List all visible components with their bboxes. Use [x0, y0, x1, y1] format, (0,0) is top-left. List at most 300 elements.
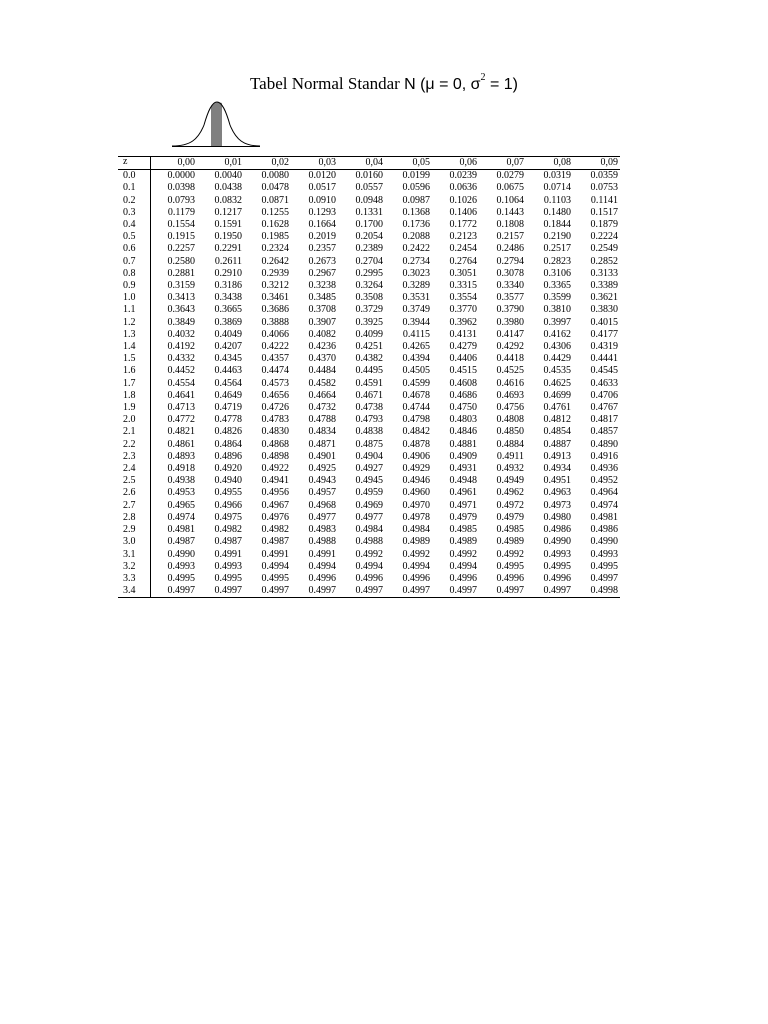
- z-value-cell: 2.2: [118, 439, 150, 451]
- probability-cell: 0.1179: [167, 206, 195, 218]
- probability-cell: 0.4535: [543, 365, 571, 377]
- probability-cell: 0.3365: [543, 280, 571, 292]
- probability-cell: 0.4699: [543, 389, 571, 401]
- probability-cell: 0.4982: [261, 524, 289, 536]
- probability-cell: 0.4616: [496, 377, 524, 389]
- table-row: [118, 268, 620, 280]
- probability-cell: 0.4817: [590, 414, 618, 426]
- probability-cell: 0.4993: [543, 548, 571, 560]
- probability-cell: 0.4993: [590, 548, 618, 560]
- probability-cell: 0.4916: [590, 450, 618, 462]
- probability-cell: 0.2764: [449, 255, 477, 267]
- probability-cell: 0.4986: [590, 524, 618, 536]
- probability-cell: 0.1985: [261, 231, 289, 243]
- z-value-cell: 2.9: [118, 524, 150, 536]
- shaded-area: [211, 102, 222, 146]
- probability-cell: 0.4997: [385, 585, 432, 598]
- probability-cell: 0.3438: [214, 292, 242, 304]
- z-value-cell: 2.5: [118, 475, 150, 487]
- probability-cell: 0.4989: [496, 536, 524, 548]
- probability-cell: 0.4995: [167, 572, 195, 584]
- probability-cell: 0.3078: [496, 267, 524, 279]
- probability-cell: 0.4981: [590, 511, 618, 523]
- probability-cell: 0.4761: [543, 402, 571, 414]
- table-row: [118, 170, 620, 183]
- probability-cell: 0.4911: [496, 450, 524, 462]
- probability-cell: 0.4994: [402, 560, 430, 572]
- probability-cell: 0.1808: [496, 219, 524, 231]
- probability-cell: 0.3023: [402, 267, 430, 279]
- z-value-cell: 1.5: [118, 353, 150, 365]
- z-value-cell: 2.1: [118, 426, 150, 438]
- probability-cell: 0.4959: [355, 487, 383, 499]
- table-row: [118, 365, 620, 377]
- probability-cell: 0.4798: [402, 414, 430, 426]
- probability-cell: 0.4904: [355, 450, 383, 462]
- probability-cell: 0.3106: [543, 267, 571, 279]
- probability-cell: 0.4864: [214, 438, 242, 450]
- table-row: [118, 304, 620, 316]
- probability-cell: 0.4147: [496, 328, 524, 340]
- z-column-header: z: [118, 157, 150, 170]
- table-row: [118, 573, 620, 585]
- col-header: 0,08: [526, 157, 573, 170]
- probability-cell: 0.4812: [543, 414, 571, 426]
- probability-cell: 0.1443: [496, 206, 524, 218]
- z-value-cell: 0.5: [118, 231, 150, 243]
- probability-cell: 0.1772: [449, 219, 477, 231]
- z-value-cell: 2.6: [118, 487, 150, 499]
- probability-cell: 0.4641: [167, 389, 195, 401]
- probability-cell: 0.2019: [308, 231, 336, 243]
- probability-cell: 0.2357: [308, 243, 336, 255]
- probability-cell: 0.4963: [543, 487, 571, 499]
- probability-cell: 0.3869: [214, 316, 242, 328]
- probability-cell: 0.4913: [543, 450, 571, 462]
- probability-cell: 0.4956: [261, 487, 289, 499]
- probability-cell: 0.4961: [449, 487, 477, 499]
- table-row: [118, 292, 620, 304]
- probability-cell: 0.4279: [449, 341, 477, 353]
- probability-cell: 0.0120: [308, 170, 336, 182]
- probability-cell: 0.4463: [214, 365, 242, 377]
- probability-cell: 0.1293: [308, 206, 336, 218]
- probability-cell: 0.4591: [355, 377, 383, 389]
- probability-cell: 0.4573: [261, 377, 289, 389]
- probability-cell: 0.4955: [214, 487, 242, 499]
- probability-cell: 0.3051: [449, 267, 477, 279]
- probability-cell: 0.0239: [449, 170, 477, 182]
- probability-cell: 0.4990: [590, 536, 618, 548]
- probability-cell: 0.0557: [355, 182, 383, 194]
- probability-cell: 0.4936: [590, 463, 618, 475]
- probability-cell: 0.4995: [496, 560, 524, 572]
- table-body: [118, 170, 620, 598]
- probability-cell: 0.2389: [355, 243, 383, 255]
- probability-cell: 0.4732: [308, 402, 336, 414]
- probability-cell: 0.0359: [590, 170, 618, 182]
- probability-cell: 0.4495: [355, 365, 383, 377]
- probability-cell: 0.4997: [150, 585, 197, 598]
- probability-cell: 0.4599: [402, 377, 430, 389]
- probability-cell: 0.3749: [402, 304, 430, 316]
- normal-curve-shaded-icon: [170, 97, 262, 149]
- z-value-cell: 0.3: [118, 207, 150, 219]
- col-header: 0,04: [338, 157, 385, 170]
- probability-cell: 0.0478: [261, 182, 289, 194]
- probability-cell: 0.0793: [167, 194, 195, 206]
- probability-cell: 0.4706: [590, 389, 618, 401]
- probability-cell: 0.2967: [308, 267, 336, 279]
- table-row: [118, 378, 620, 390]
- probability-cell: 0.1026: [449, 194, 477, 206]
- z-value-cell: 3.4: [118, 585, 150, 598]
- probability-cell: 0.4996: [402, 572, 430, 584]
- probability-cell: 0.4968: [308, 499, 336, 511]
- probability-cell: 0.3830: [590, 304, 618, 316]
- probability-cell: 0.2123: [449, 231, 477, 243]
- probability-cell: 0.4980: [543, 511, 571, 523]
- probability-cell: 0.2823: [543, 255, 571, 267]
- probability-cell: 0.4177: [590, 328, 618, 340]
- probability-cell: 0.3708: [308, 304, 336, 316]
- probability-cell: 0.3289: [402, 280, 430, 292]
- z-value-cell: 1.2: [118, 317, 150, 329]
- probability-cell: 0.4979: [496, 511, 524, 523]
- probability-cell: 0.3849: [167, 316, 195, 328]
- probability-cell: 0.2642: [261, 255, 289, 267]
- probability-cell: 0.4726: [261, 402, 289, 414]
- probability-cell: 0.4990: [543, 536, 571, 548]
- probability-cell: 0.4878: [402, 438, 430, 450]
- probability-cell: 0.4032: [167, 328, 195, 340]
- z-value-cell: 0.4: [118, 219, 150, 231]
- probability-cell: 0.4719: [214, 402, 242, 414]
- z-value-cell: 0.1: [118, 182, 150, 194]
- probability-cell: 0.4854: [543, 426, 571, 438]
- probability-cell: 0.4940: [214, 475, 242, 487]
- probability-cell: 0.0319: [543, 170, 571, 182]
- probability-cell: 0.4978: [402, 511, 430, 523]
- probability-cell: 0.3980: [496, 316, 524, 328]
- probability-cell: 0.4987: [167, 536, 195, 548]
- probability-cell: 0.4997: [197, 585, 244, 598]
- probability-cell: 0.4966: [214, 499, 242, 511]
- probability-cell: 0.4985: [496, 524, 524, 536]
- probability-cell: 0.4989: [402, 536, 430, 548]
- probability-cell: 0.2995: [355, 267, 383, 279]
- probability-cell: 0.4656: [261, 389, 289, 401]
- probability-cell: 0.2224: [590, 231, 618, 243]
- col-header: 0,06: [432, 157, 479, 170]
- probability-cell: 0.2190: [543, 231, 571, 243]
- col-header: 0,07: [479, 157, 526, 170]
- probability-cell: 0.4608: [449, 377, 477, 389]
- probability-cell: 0.4998: [573, 585, 620, 598]
- probability-cell: 0.2939: [261, 267, 289, 279]
- probability-cell: 0.4830: [261, 426, 289, 438]
- probability-cell: 0.3508: [355, 292, 383, 304]
- probability-cell: 0.4906: [402, 450, 430, 462]
- z-value-cell: 2.3: [118, 451, 150, 463]
- probability-cell: 0.0636: [449, 182, 477, 194]
- probability-cell: 0.1915: [167, 231, 195, 243]
- probability-cell: 0.4898: [261, 450, 289, 462]
- z-table: [118, 156, 620, 598]
- probability-cell: 0.4969: [355, 499, 383, 511]
- probability-cell: 0.4995: [214, 572, 242, 584]
- probability-cell: 0.1950: [214, 231, 242, 243]
- probability-cell: 0.4418: [496, 353, 524, 365]
- z-value-cell: 3.3: [118, 573, 150, 585]
- col-header: 0,03: [291, 157, 338, 170]
- table-row: [118, 402, 620, 414]
- probability-cell: 0.1736: [402, 219, 430, 231]
- table-row: [118, 500, 620, 512]
- probability-cell: 0.1103: [543, 194, 571, 206]
- probability-cell: 0.0832: [214, 194, 242, 206]
- probability-cell: 0.3577: [496, 292, 524, 304]
- probability-cell: 0.0398: [167, 182, 195, 194]
- probability-cell: 0.1331: [355, 206, 383, 218]
- probability-cell: 0.4896: [214, 450, 242, 462]
- probability-cell: 0.4394: [402, 353, 430, 365]
- probability-cell: 0.2486: [496, 243, 524, 255]
- probability-cell: 0.4015: [590, 316, 618, 328]
- col-header: 0,05: [385, 157, 432, 170]
- title-superscript: 2: [480, 72, 486, 84]
- probability-cell: 0.4345: [214, 353, 242, 365]
- probability-cell: 0.4909: [449, 450, 477, 462]
- z-value-cell: 3.1: [118, 549, 150, 561]
- probability-cell: 0.0040: [214, 170, 242, 182]
- title-serif-part: Tabel Normal Standar: [249, 74, 400, 93]
- table-row: [118, 182, 620, 194]
- probability-cell: 0.4960: [402, 487, 430, 499]
- probability-cell: 0.1141: [590, 194, 618, 206]
- probability-cell: 0.1844: [543, 219, 571, 231]
- probability-cell: 0.4953: [167, 487, 195, 499]
- z-value-cell: 2.0: [118, 414, 150, 426]
- probability-cell: 0.3643: [167, 304, 195, 316]
- probability-cell: 0.4082: [308, 328, 336, 340]
- probability-cell: 0.4861: [167, 438, 195, 450]
- probability-cell: 0.4952: [590, 475, 618, 487]
- probability-cell: 0.2580: [167, 255, 195, 267]
- table-row: [118, 207, 620, 219]
- probability-cell: 0.4871: [308, 438, 336, 450]
- probability-cell: 0.3665: [214, 304, 242, 316]
- probability-cell: 0.3159: [167, 280, 195, 292]
- probability-cell: 0.4997: [244, 585, 291, 598]
- probability-cell: 0.4984: [355, 524, 383, 536]
- probability-cell: 0.4738: [355, 402, 383, 414]
- probability-cell: 0.4992: [449, 548, 477, 560]
- probability-cell: 0.4992: [355, 548, 383, 560]
- probability-cell: 0.4099: [355, 328, 383, 340]
- probability-cell: 0.4997: [432, 585, 479, 598]
- probability-cell: 0.3340: [496, 280, 524, 292]
- table-row: [118, 426, 620, 438]
- probability-cell: 0.3621: [590, 292, 618, 304]
- probability-cell: 0.4984: [402, 524, 430, 536]
- probability-cell: 0.3133: [590, 267, 618, 279]
- probability-cell: 0.3997: [543, 316, 571, 328]
- table-row: [118, 231, 620, 243]
- probability-cell: 0.4357: [261, 353, 289, 365]
- probability-cell: 0.4996: [543, 572, 571, 584]
- table-row: [118, 329, 620, 341]
- probability-cell: 0.2257: [167, 243, 195, 255]
- col-header: 0,00: [150, 157, 197, 170]
- probability-cell: 0.4744: [402, 402, 430, 414]
- probability-cell: 0.4850: [496, 426, 524, 438]
- probability-cell: 0.4625: [543, 377, 571, 389]
- probability-cell: 0.4834: [308, 426, 336, 438]
- table-row: [118, 414, 620, 426]
- probability-cell: 0.4993: [167, 560, 195, 572]
- probability-cell: 0.2673: [308, 255, 336, 267]
- probability-cell: 0.4842: [402, 426, 430, 438]
- probability-cell: 0.4983: [308, 524, 336, 536]
- z-value-cell: 3.2: [118, 561, 150, 573]
- probability-cell: 0.4236: [308, 341, 336, 353]
- probability-cell: 0.4997: [291, 585, 338, 598]
- probability-cell: 0.4991: [308, 548, 336, 560]
- probability-cell: 0.4922: [261, 463, 289, 475]
- table-row: [118, 243, 620, 255]
- probability-cell: 0.0753: [590, 182, 618, 194]
- probability-cell: 0.4920: [214, 463, 242, 475]
- probability-cell: 0.0199: [402, 170, 430, 182]
- probability-cell: 0.4868: [261, 438, 289, 450]
- probability-cell: 0.4693: [496, 389, 524, 401]
- probability-cell: 0.4951: [543, 475, 571, 487]
- probability-cell: 0.4975: [214, 511, 242, 523]
- probability-cell: 0.4686: [449, 389, 477, 401]
- probability-cell: 0.4671: [355, 389, 383, 401]
- z-value-cell: 1.6: [118, 365, 150, 377]
- probability-cell: 0.4756: [496, 402, 524, 414]
- probability-cell: 0.4945: [355, 475, 383, 487]
- probability-cell: 0.4996: [449, 572, 477, 584]
- probability-cell: 0.4997: [338, 585, 385, 598]
- table-row: [118, 390, 620, 402]
- probability-cell: 0.2324: [261, 243, 289, 255]
- probability-cell: 0.2054: [355, 231, 383, 243]
- probability-cell: 0.4582: [308, 377, 336, 389]
- col-header: 0,01: [197, 157, 244, 170]
- probability-cell: 0.2549: [590, 243, 618, 255]
- probability-cell: 0.0987: [402, 194, 430, 206]
- probability-cell: 0.4292: [496, 341, 524, 353]
- probability-cell: 0.4946: [402, 475, 430, 487]
- probability-cell: 0.4988: [308, 536, 336, 548]
- probability-cell: 0.4162: [543, 328, 571, 340]
- probability-cell: 0.3413: [167, 292, 195, 304]
- probability-cell: 0.4977: [355, 511, 383, 523]
- probability-cell: 0.3962: [449, 316, 477, 328]
- page-title: [0, 74, 768, 94]
- probability-cell: 0.4633: [590, 377, 618, 389]
- probability-cell: 0.3485: [308, 292, 336, 304]
- probability-cell: 0.4772: [167, 414, 195, 426]
- probability-cell: 0.0000: [167, 170, 195, 182]
- probability-cell: 0.4996: [496, 572, 524, 584]
- probability-cell: 0.4783: [261, 414, 289, 426]
- probability-cell: 0.4664: [308, 389, 336, 401]
- probability-cell: 0.0871: [261, 194, 289, 206]
- probability-cell: 0.4846: [449, 426, 477, 438]
- probability-cell: 0.4115: [402, 328, 430, 340]
- probability-cell: 0.4821: [167, 426, 195, 438]
- probability-cell: 0.4982: [214, 524, 242, 536]
- probability-cell: 0.4986: [543, 524, 571, 536]
- title-tail: = 1): [485, 76, 519, 93]
- probability-cell: 0.4881: [449, 438, 477, 450]
- probability-cell: 0.4995: [261, 572, 289, 584]
- z-value-cell: 2.8: [118, 512, 150, 524]
- table-row: [118, 512, 620, 524]
- probability-cell: 0.4997: [526, 585, 573, 598]
- probability-cell: 0.3238: [308, 280, 336, 292]
- probability-cell: 0.1480: [543, 206, 571, 218]
- probability-cell: 0.4808: [496, 414, 524, 426]
- probability-cell: 0.1064: [496, 194, 524, 206]
- probability-cell: 0.4985: [449, 524, 477, 536]
- probability-cell: 0.4918: [167, 463, 195, 475]
- probability-cell: 0.3599: [543, 292, 571, 304]
- probability-cell: 0.4996: [355, 572, 383, 584]
- probability-cell: 0.4207: [214, 341, 242, 353]
- probability-cell: 0.1517: [590, 206, 618, 218]
- probability-cell: 0.4306: [543, 341, 571, 353]
- z-value-cell: 2.4: [118, 463, 150, 475]
- probability-cell: 0.4929: [402, 463, 430, 475]
- probability-cell: 0.4927: [355, 463, 383, 475]
- probability-cell: 0.4994: [261, 560, 289, 572]
- z-value-cell: 0.8: [118, 268, 150, 280]
- probability-cell: 0.4838: [355, 426, 383, 438]
- probability-cell: 0.4993: [214, 560, 242, 572]
- probability-cell: 0.4332: [167, 353, 195, 365]
- probability-cell: 0.4997: [479, 585, 526, 598]
- probability-cell: 0.4826: [214, 426, 242, 438]
- probability-cell: 0.4890: [590, 438, 618, 450]
- probability-cell: 0.4996: [308, 572, 336, 584]
- probability-cell: 0.4803: [449, 414, 477, 426]
- probability-cell: 0.0279: [496, 170, 524, 182]
- table-row: [118, 280, 620, 292]
- probability-cell: 0.4750: [449, 402, 477, 414]
- table-row: [118, 536, 620, 548]
- probability-cell: 0.4938: [167, 475, 195, 487]
- probability-cell: 0.2454: [449, 243, 477, 255]
- probability-cell: 0.4370: [308, 353, 336, 365]
- table-row: [118, 451, 620, 463]
- probability-cell: 0.4964: [590, 487, 618, 499]
- probability-cell: 0.0438: [214, 182, 242, 194]
- probability-cell: 0.1255: [261, 206, 289, 218]
- probability-cell: 0.4429: [543, 353, 571, 365]
- probability-cell: 0.0910: [308, 194, 336, 206]
- probability-cell: 0.2611: [214, 255, 242, 267]
- probability-cell: 0.4949: [496, 475, 524, 487]
- probability-cell: 0.4778: [214, 414, 242, 426]
- probability-cell: 0.4901: [308, 450, 336, 462]
- probability-cell: 0.4995: [543, 560, 571, 572]
- probability-cell: 0.1368: [402, 206, 430, 218]
